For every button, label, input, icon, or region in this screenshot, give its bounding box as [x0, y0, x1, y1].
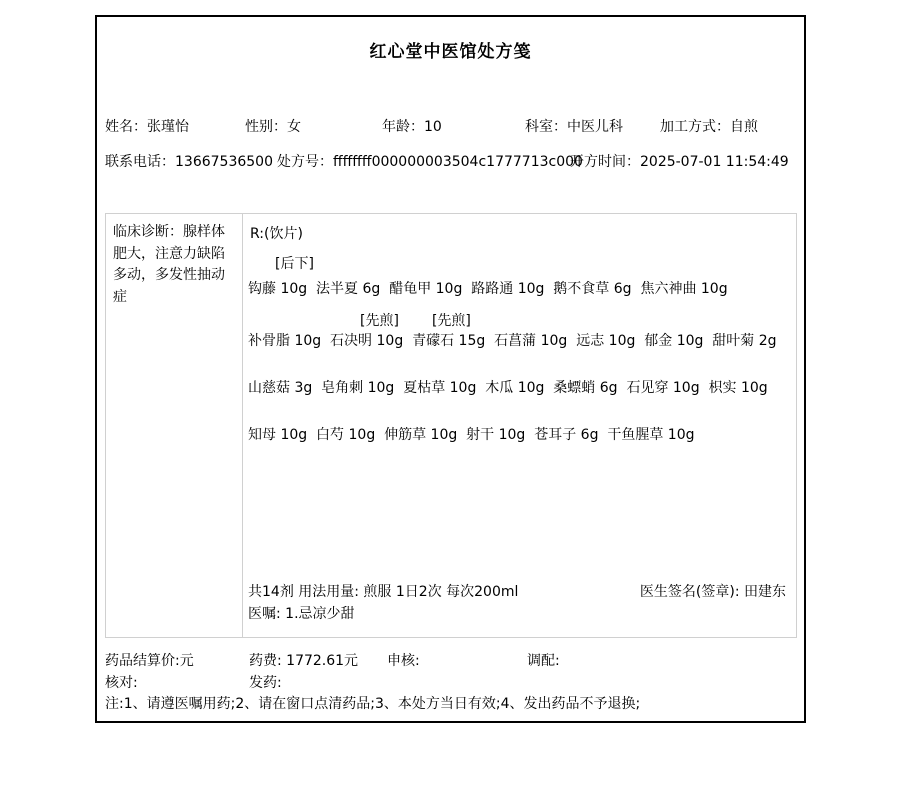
note-text: 注:1、请遵医嘱用药;2、请在窗口点清药品;3、本处方当日有效;4、发出药品不予退换;: [105, 696, 641, 712]
diagnosis-panel: [106, 214, 243, 637]
doctor-signature: [640, 581, 786, 601]
herb-line: 山慈菇 3g 皂角刺 10g 夏枯草 10g 木瓜 10g 桑螵蛸 6g 石见穿 10g 枳实 10g: [248, 380, 768, 397]
medicine-fee-field: 药费: 1772.61元: [249, 653, 359, 669]
rx-number-value: ffffffff000000003504c1777713c000: [333, 154, 583, 170]
rx-panel: [243, 214, 796, 637]
department-value: 中医儿科: [567, 119, 623, 135]
check-field: 核对:: [105, 675, 138, 691]
field-rx-number: [277, 151, 583, 171]
field-patient-name: [105, 116, 189, 136]
page-title: 红心堂中医馆处方笺: [369, 42, 532, 62]
process-method-value: 自煎: [730, 119, 758, 135]
review-field: 申核:: [387, 653, 420, 669]
doctor-signature-label: 医生签名(签章):: [639, 584, 744, 600]
process-method-label: 加工方式：: [660, 119, 730, 135]
patient-name-value: 张瑾怡: [147, 119, 189, 135]
phone-value: 13667536500: [175, 154, 273, 170]
phone-label: 联系电话：: [105, 154, 175, 170]
decoction-tag-xianjian: [先煎]: [431, 312, 471, 329]
decoction-tag-houxia: [后下]: [275, 256, 314, 272]
field-department: [525, 116, 623, 136]
gender-label: 性别：: [245, 119, 287, 135]
prescription-page: [95, 15, 806, 723]
rx-time-value: 2025-07-01 11:54:49: [640, 154, 789, 170]
rx-header: R:(饮片): [250, 226, 303, 242]
gender-value: 女: [287, 119, 301, 135]
decoction-tag-row: [360, 310, 790, 330]
field-phone: [105, 151, 273, 171]
age-value: 10: [424, 119, 442, 135]
usage-text: 共14剂 用法用量: 煎服 1日2次 每次200ml: [248, 584, 519, 600]
prescription-box: [105, 213, 797, 638]
settle-price-field: 药品结算价:元: [105, 653, 194, 669]
diagnosis-text: 临床诊断：腺样体肥大，注意力缺陷多动，多发性抽动症: [113, 224, 225, 306]
herb-line: 补骨脂 10g 石决明 10g 青礞石 15g 石菖蒲 10g 远志 10g 郁金 10g 甜叶菊 2g: [248, 332, 777, 349]
doctor-name: 田建东: [744, 584, 786, 600]
field-rx-time: [570, 151, 789, 171]
dispense-field: 发药:: [249, 675, 282, 691]
decoction-tag-xianjian: [先煎]: [360, 312, 399, 329]
age-label: 年龄：: [382, 119, 424, 135]
prepare-field: 调配:: [527, 653, 560, 669]
field-process-method: [660, 116, 758, 136]
rx-spacer: [248, 445, 790, 581]
usage-row: [248, 581, 790, 601]
field-gender: [245, 116, 301, 136]
field-age: [382, 116, 442, 136]
herb-line: 知母 10g 白芍 10g 伸筋草 10g 射干 10g 苍耳子 6g 干鱼腥草 10g: [248, 426, 695, 443]
patient-name-label: 姓名：: [105, 119, 147, 135]
rx-time-label: 开方时间：: [570, 154, 640, 170]
department-label: 科室：: [525, 119, 567, 135]
herb-line: 钩藤 10g 法半夏 6g 醋龟甲 10g 路路通 10g 鹅不食草 6g 焦六神曲 10g: [248, 281, 728, 297]
rx-number-label: 处方号：: [277, 154, 333, 170]
medical-advice: 医嘱: 1.忌凉少甜: [248, 606, 355, 622]
